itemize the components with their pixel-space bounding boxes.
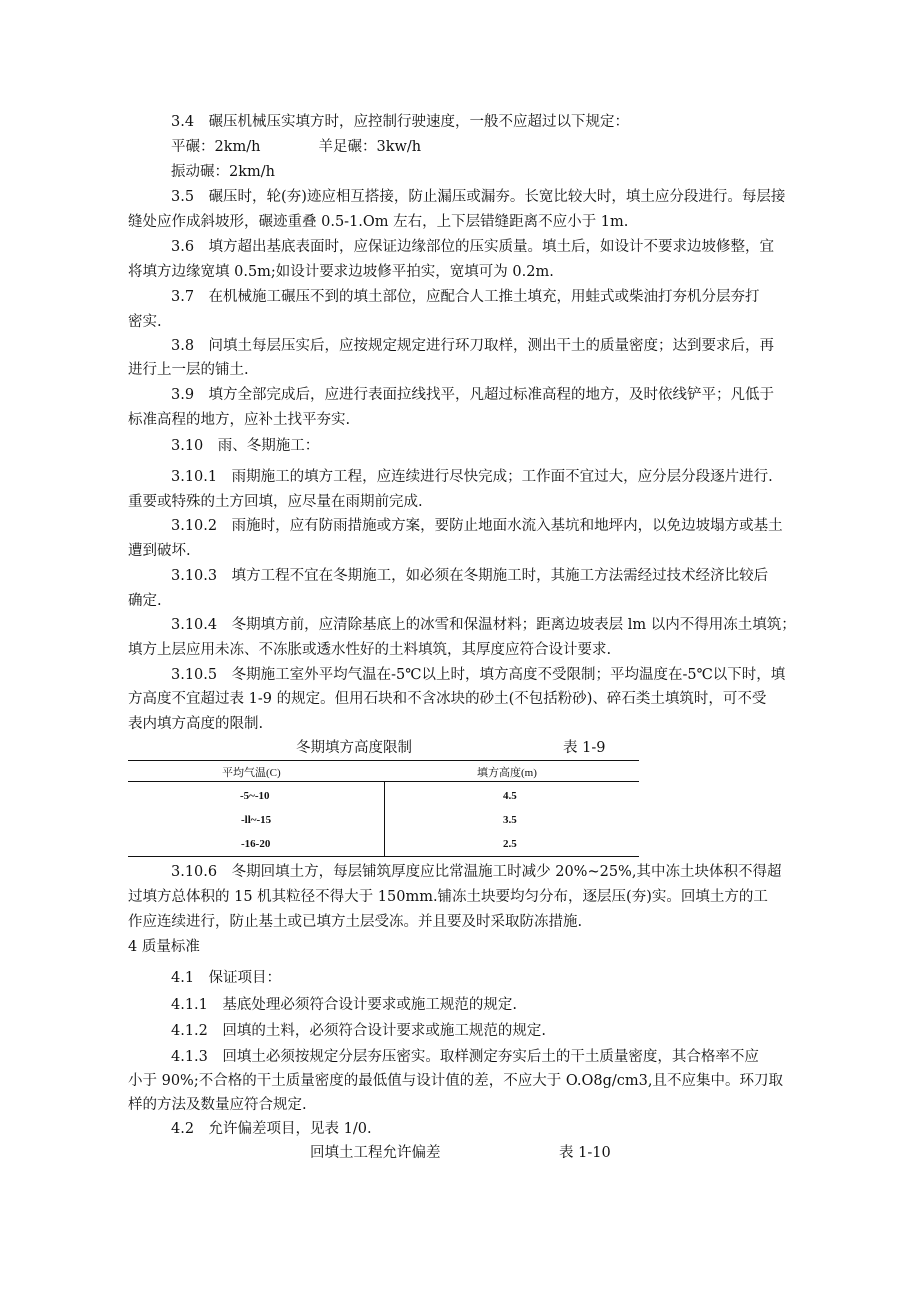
table-column-divider — [384, 781, 385, 856]
table-row-2-temp: -ll~-15 — [241, 814, 272, 826]
para-3-10-3-line-1: 3.10.3 填方工程不宜在冬期施工，如必须在冬期施工时，其施工方法需经过技术经济比较后 — [171, 568, 769, 584]
table-1-9-number: 表 1-9 — [563, 740, 606, 756]
para-3-10-5-line-3: 表内填方高度的限制. — [128, 716, 264, 732]
para-3-7-line-1: 3.7 在机械施工碾压不到的填土部位，应配合人工推土填充，用蛙式或柴油打夯机分层夯打 — [171, 289, 760, 305]
para-4-1-1: 4.1.1 基底处理必须符合设计要求或施工规范的规定. — [171, 997, 518, 1013]
para-4-1-3-line-1: 4.1.3 回填土必须按规定分层夯压密实。取样测定夯实后土的干土质量密度，其合格率不应 — [171, 1049, 759, 1065]
para-3-10-6-line-2: 过填方总体积的 15 机其粒径不得大于 150mm.铺冻土块要均匀分布，逐层压(夯)实。回填土方的工 — [128, 889, 768, 905]
para-3-4-line-1: 3.4 碾压机械压实填方时，应控制行驶速度，一般不应超过以下规定： — [171, 114, 630, 130]
para-4-2: 4.2 允许偏差项目，见表 1/0. — [171, 1121, 372, 1137]
para-3-10-6-line-3: 作应连续进行，防止基土或已填方土层受冻。并且要及时采取防冻措施. — [128, 914, 583, 930]
para-3-8-line-2: 进行上一层的铺土. — [128, 362, 249, 378]
para-3-4-line-3: 振动碾：2km/h — [171, 164, 275, 180]
table-bottom-rule — [128, 856, 639, 857]
table-row-1-temp: -5~-10 — [240, 790, 270, 802]
para-3-5-line-1: 3.5 碾压时，轮(夯)迹应相互搭接，防止漏压或漏夯。长宽比较大时，填土应分段进行。每层接 — [171, 189, 786, 205]
para-4-1: 4.1 保证项目： — [171, 970, 282, 986]
para-3-9-line-1: 3.9 填方全部完成后，应进行表面拉线找平，凡超过标准高程的地方，及时依线铲平；凡低于 — [171, 387, 775, 403]
para-3-10: 3.10 雨、冬期施工： — [171, 438, 320, 454]
para-4-1-2: 4.1.2 回填的土料，必须符合设计要求或施工规范的规定. — [171, 1023, 547, 1039]
para-3-10-2-line-1: 3.10.2 雨施时，应有防雨措施或方案，要防止地面水流入基坑和地坪内，以免边坡塌方或基土 — [171, 518, 783, 534]
section-4-heading: 4 质量标准 — [128, 939, 200, 955]
para-4-1-3-line-3: 样的方法及数量应符合规定. — [128, 1097, 307, 1113]
table-row-2-height: 3.5 — [503, 814, 517, 826]
table-header-temperature: 平均气温(C) — [222, 767, 281, 779]
table-row-3-height: 2.5 — [503, 838, 517, 850]
para-3-4-line-2: 平碾：2km/h 羊足碾：3kw/h — [171, 139, 422, 155]
para-3-10-4-line-2: 填方上层应用未冻、不冻胀或透水性好的土料填筑，其厚度应符合设计要求. — [128, 642, 612, 658]
table-header-height: 填方高度(m) — [477, 767, 537, 779]
para-3-6-line-2: 将填方边缘宽填 0.5m;如设计要求边坡修平拍实，宽填可为 0.2m. — [128, 264, 554, 280]
para-3-9-line-2: 标准高程的地方，应补土找平夯实. — [128, 412, 351, 428]
table-top-rule — [128, 760, 639, 761]
table-1-9 — [128, 760, 639, 860]
para-3-10-3-line-2: 确定. — [128, 593, 162, 609]
para-3-7-line-2: 密实. — [128, 314, 162, 330]
para-3-6-line-1: 3.6 填方超出基底表面时，应保证边缘部位的压实质量。填土后，如设计不要求边坡修整，宜 — [171, 239, 775, 255]
table-1-10-title: 回填土工程允许偏差 — [310, 1145, 441, 1161]
para-3-10-6-line-1: 3.10.6 冬期回填土方，每层铺筑厚度应比常温施工时减少 20%~25%,其中冻土块体积不得超 — [171, 864, 782, 880]
para-4-1-3-line-2: 小于 90%;不合格的干土质量密度的最低值与设计值的差，不应大于 O.O8g/cm3,且不应集中。环刀取 — [128, 1073, 783, 1089]
para-3-10-1-line-1: 3.10.1 雨期施工的填方工程，应连续进行尽快完成；工作面不宜过大，应分层分段逐片进行. — [171, 469, 773, 485]
table-1-10-number: 表 1-10 — [559, 1145, 611, 1161]
para-3-10-2-line-2: 遭到破坏. — [128, 543, 191, 559]
para-3-10-1-line-2: 重要或特殊的土方回填，应尽量在雨期前完成. — [128, 494, 423, 510]
para-3-10-5-line-1: 3.10.5 冬期施工室外平均气温在-5℃以上时，填方高度不受限制；平均温度在-5℃以下时，填 — [171, 667, 786, 683]
table-1-9-title: 冬期填方高度限制 — [296, 740, 412, 756]
table-row-1-height: 4.5 — [503, 790, 517, 802]
para-3-5-line-2: 缝处应作成斜坡形，碾迹重叠 0.5-1.Om 左右，上下层错缝距离不应小于 1m. — [128, 214, 629, 230]
para-3-10-4-line-1: 3.10.4 冬期填方前，应清除基底上的冰雪和保温材料；距离边坡表层 lm 以内不得用冻土填筑； — [171, 617, 796, 633]
para-3-10-5-line-2: 方高度不宜超过表 1-9 的规定。但用石块和不含冰块的砂土(不包括粉砂)、碎石类土填筑时，可不受 — [128, 691, 767, 707]
table-row-3-temp: -16-20 — [241, 838, 271, 850]
para-3-8-line-1: 3.8 问填土每层压实后，应按规定规定进行环刀取样，测出干土的质量密度；达到要求后，再 — [171, 338, 775, 354]
